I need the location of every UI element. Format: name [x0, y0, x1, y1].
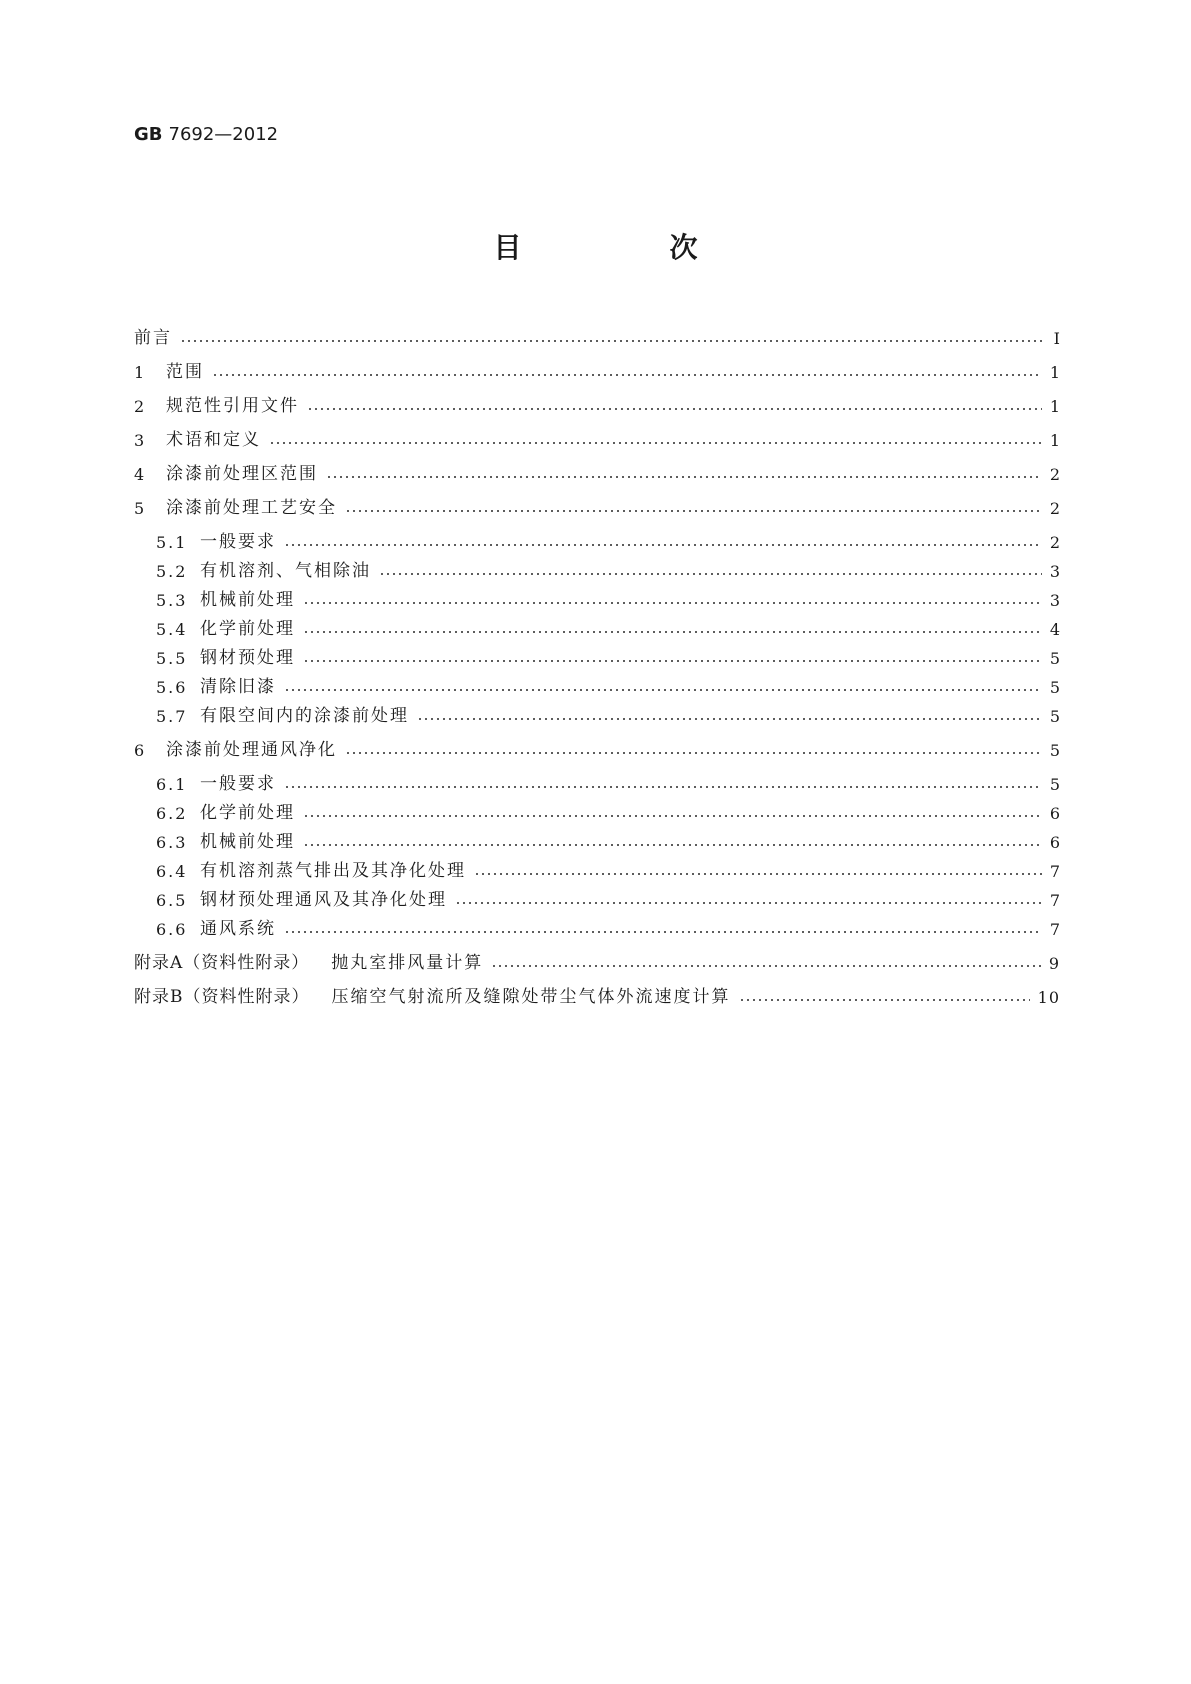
appendix-label: 附录A（资料性附录） [134, 953, 310, 973]
dot-leader [474, 873, 1042, 875]
toc-entry-number: 5.4 [156, 620, 188, 639]
toc-entry[interactable] [134, 356, 1060, 382]
appendix-title: 抛丸室排风量计算 [331, 953, 484, 973]
toc-entry[interactable] [156, 768, 1060, 794]
dot-leader [212, 374, 1042, 376]
toc-entry-number: 4 [134, 465, 147, 484]
toc-entry-title: 一般要求 [200, 532, 276, 552]
toc-entry-page: 6 [1049, 804, 1060, 823]
page-title: 目 次 [493, 231, 758, 264]
toc-entry[interactable] [156, 855, 1060, 881]
toc-entry[interactable] [156, 884, 1060, 910]
dot-leader [379, 573, 1042, 575]
toc-entry-title: 钢材预处理 [200, 648, 295, 668]
toc-entry-page: 5 [1049, 741, 1060, 760]
toc-entry-title: 机械前处理 [200, 590, 295, 610]
standard-prefix: GB [134, 124, 163, 145]
appendix-entry[interactable] [134, 947, 1060, 973]
toc-entry-title: 一般要求 [200, 774, 276, 794]
dot-leader [739, 999, 1030, 1001]
toc-entry-page: Ⅰ [1053, 329, 1060, 348]
toc-entry-page: 2 [1049, 533, 1060, 552]
toc-entry-title: 钢材预处理通风及其净化处理 [200, 890, 447, 910]
toc-entry[interactable] [134, 734, 1060, 760]
toc-entry[interactable] [156, 797, 1060, 823]
toc-entry[interactable] [134, 458, 1060, 484]
toc-entry-page: 5 [1049, 707, 1060, 726]
toc-entry-title: 涂漆前处理区范围 [166, 464, 318, 484]
toc-entry-title: 涂漆前处理通风净化 [166, 740, 337, 760]
toc-entry-page: 5 [1049, 678, 1060, 697]
toc-entry-page: 7 [1049, 891, 1060, 910]
toc-entry-number: 5.3 [156, 591, 188, 610]
toc-entry[interactable] [134, 492, 1060, 518]
toc-entry-page: 5 [1049, 649, 1060, 668]
toc-entry-number: 5.7 [156, 707, 188, 726]
toc-entry-page: 7 [1049, 920, 1060, 939]
toc-entry-page: 5 [1049, 775, 1060, 794]
toc-entry-title: 化学前处理 [200, 803, 295, 823]
dot-leader [455, 902, 1042, 904]
toc-entry[interactable] [156, 584, 1060, 610]
appendix-entry[interactable] [134, 981, 1060, 1007]
appendix-label: 附录B（资料性附录） [134, 987, 310, 1007]
toc-entry-title: 通风系统 [200, 919, 276, 939]
dot-leader [417, 718, 1042, 720]
appendix-page: 10 [1037, 988, 1060, 1007]
toc-entry-title: 清除旧漆 [200, 677, 276, 697]
standard-number: 7692—2012 [168, 124, 279, 145]
dot-leader [326, 476, 1042, 478]
toc-entry-number: 5 [134, 499, 147, 518]
toc-entry[interactable] [156, 613, 1060, 639]
toc-entry-title: 规范性引用文件 [166, 396, 299, 416]
dot-leader [303, 660, 1042, 662]
toc-entry-title: 范围 [166, 362, 204, 382]
toc-entry-page: 2 [1049, 465, 1060, 484]
toc-entry-title: 有机溶剂、气相除油 [200, 561, 371, 581]
toc-entry-number: 6.1 [156, 775, 188, 794]
dot-leader [180, 340, 1042, 342]
document-identifier [134, 124, 278, 145]
toc-entry-title: 术语和定义 [166, 430, 261, 450]
appendix-page: 9 [1048, 954, 1060, 973]
dot-leader [345, 510, 1042, 512]
toc-entry[interactable] [156, 913, 1060, 939]
toc-entry[interactable] [134, 424, 1060, 450]
toc-entry-title: 化学前处理 [200, 619, 295, 639]
toc-entry-number: 2 [134, 397, 147, 416]
toc-entry-number: 5.6 [156, 678, 188, 697]
appendix-title: 压缩空气射流所及缝隙处带尘气体外流速度计算 [331, 987, 731, 1007]
toc-entry-title: 前言 [134, 328, 172, 348]
toc-entry[interactable] [156, 526, 1060, 552]
toc-entry-number: 6.6 [156, 920, 188, 939]
toc-entry-title: 有机溶剂蒸气排出及其净化处理 [200, 861, 466, 881]
toc-entry-number: 6.4 [156, 862, 188, 881]
toc-entry[interactable] [134, 322, 1060, 348]
toc-entry-page: 1 [1049, 431, 1060, 450]
toc-entry[interactable] [156, 642, 1060, 668]
toc-entry-page: 2 [1049, 499, 1060, 518]
toc-entry-number: 6.5 [156, 891, 188, 910]
toc-entry-number: 6 [134, 741, 147, 760]
toc-entry-title: 涂漆前处理工艺安全 [166, 498, 337, 518]
toc-entry-title: 机械前处理 [200, 832, 295, 852]
dot-leader [284, 786, 1042, 788]
dot-leader [307, 408, 1042, 410]
dot-leader [284, 544, 1042, 546]
toc-entry-number: 5.1 [156, 533, 188, 552]
dot-leader [284, 931, 1042, 933]
toc-entry-number: 6.2 [156, 804, 188, 823]
toc-entry[interactable] [156, 826, 1060, 852]
toc-entry-page: 3 [1049, 562, 1060, 581]
toc-entry[interactable] [156, 555, 1060, 581]
toc-entry-number: 1 [134, 363, 147, 382]
toc-entry-page: 6 [1049, 833, 1060, 852]
toc-entry-page: 7 [1049, 862, 1060, 881]
toc-entry-number: 3 [134, 431, 147, 450]
dot-leader [303, 602, 1042, 604]
toc-entry[interactable] [156, 700, 1060, 726]
dot-leader [303, 815, 1042, 817]
toc-entry-number: 5.5 [156, 649, 188, 668]
dot-leader [303, 631, 1042, 633]
toc-entry-number: 5.2 [156, 562, 188, 581]
toc-entry[interactable] [134, 390, 1060, 416]
toc-entry-number: 6.3 [156, 833, 188, 852]
dot-leader [269, 442, 1042, 444]
dot-leader [303, 844, 1042, 846]
dot-leader [345, 752, 1042, 754]
toc-entry[interactable] [156, 671, 1060, 697]
toc-entry-title: 有限空间内的涂漆前处理 [200, 706, 409, 726]
toc-entry-page: 1 [1049, 397, 1060, 416]
toc-entry-page: 1 [1049, 363, 1060, 382]
toc-entry-page: 4 [1049, 620, 1060, 639]
toc-entry-page: 3 [1049, 591, 1060, 610]
dot-leader [491, 965, 1041, 967]
dot-leader [284, 689, 1042, 691]
